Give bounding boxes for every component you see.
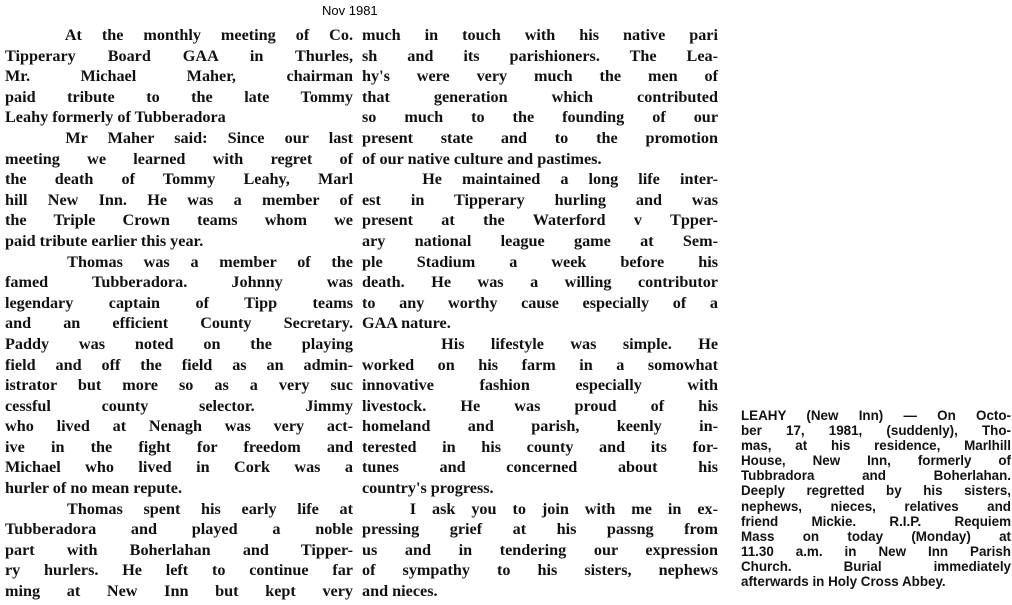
text-line: ry hurlers. He left to continue far xyxy=(5,561,353,580)
text-line: Tipperary Board GAA in Thurles, xyxy=(5,46,353,65)
text-line: Thomas was a member of the xyxy=(5,252,353,271)
notice-line: nephews, nieces, relatives and xyxy=(741,498,1011,514)
text-line: ming at New Inn but kept very xyxy=(5,582,353,601)
text-line: est in Tipperary hurling and was xyxy=(362,190,718,209)
text-line: Leahy formerly of Tubberadora xyxy=(5,108,226,127)
article-column-middle xyxy=(362,25,718,602)
notice-line: Tubbradora and Boherlahan. xyxy=(741,468,1011,484)
clipping-date: Nov 1981 xyxy=(322,3,378,18)
article-column-left xyxy=(5,25,353,602)
notice-line: 11.30 a.m. in New Inn Parish xyxy=(741,543,1011,559)
text-line: pressing grief at his passng from xyxy=(362,520,718,539)
text-line: part with Boherlahan and Tipper- xyxy=(5,540,353,559)
text-line: cessful county selector. Jimmy xyxy=(5,396,353,415)
death-notice xyxy=(741,408,1011,589)
notice-line: Deeply regretted by his sisters, xyxy=(741,483,1011,499)
text-line: and nieces. xyxy=(362,582,438,601)
text-line: Paddy was noted on the playing xyxy=(5,334,353,353)
text-line: so much to the founding of our xyxy=(362,108,718,127)
text-line: hill New Inn. He was a member of xyxy=(5,190,353,209)
text-line: ary national league game at Sem- xyxy=(362,231,718,250)
notice-line: afterwards in Holy Cross Abbey. xyxy=(741,574,946,590)
text-line: death. He was a willing contributor xyxy=(362,273,718,292)
text-line: of sympathy to his sisters, nephews xyxy=(362,561,718,580)
text-line: who lived at Nenagh was very act- xyxy=(5,417,353,436)
text-line: sh and its parishioners. The Lea- xyxy=(362,46,718,65)
notice-line: ber 17, 1981, (suddenly), Tho- xyxy=(741,423,1011,439)
text-line: of our native culture and pastimes. xyxy=(362,149,602,168)
text-line: homeland and parish, keenly in- xyxy=(362,417,718,436)
text-line: us and in tendering our expression xyxy=(362,540,718,559)
text-line: famed Tubberadora. Johnny was xyxy=(5,273,353,292)
text-line: meeting we learned with regret of xyxy=(5,149,353,168)
text-line: the Triple Crown teams whom we xyxy=(5,211,353,230)
notice-line: friend Mickie. R.I.P. Requiem xyxy=(741,513,1011,529)
text-line: ive in the fight for freedom and xyxy=(5,437,353,456)
text-line: livestock. He was proud of his xyxy=(362,396,718,415)
text-line: to any worthy cause especially of a xyxy=(362,293,718,312)
text-line: that generation which contributed xyxy=(362,87,718,106)
notice-line: Church. Burial immediately xyxy=(741,558,1011,574)
text-line: ple Stadium a week before his xyxy=(362,252,718,271)
text-line: GAA nature. xyxy=(362,314,451,333)
text-line: much in touch with his native pari xyxy=(362,26,718,44)
text-line: hurler of no mean repute. xyxy=(5,479,183,498)
text-line: His lifestyle was simple. He xyxy=(362,334,718,353)
text-line: Mr Maher said: Since our last xyxy=(5,128,353,147)
text-line: tunes and concerned about his xyxy=(362,458,718,477)
text-line: Tubberadora and played a noble xyxy=(5,520,353,539)
notice-line: Mass on today (Monday) at xyxy=(741,528,1011,544)
text-line: Mr. Michael Maher, chairman xyxy=(5,67,353,86)
text-line: the death of Tommy Leahy, Marl xyxy=(5,170,353,189)
notice-line-text: (New Inn) — On Octo- xyxy=(786,408,1011,423)
text-line: paid tribute to the late Tommy xyxy=(5,87,353,106)
text-line: He maintained a long life inter- xyxy=(362,170,718,189)
text-line: terested in his county and its for- xyxy=(362,437,718,456)
text-line: and an efficient County Secretary. xyxy=(5,314,353,333)
text-line: Michael who lived in Cork was a xyxy=(5,458,353,477)
text-line: field and off the field as an admin- xyxy=(5,355,353,374)
notice-surname: LEAHY xyxy=(741,408,787,423)
text-line: Thomas spent his early life at xyxy=(5,499,353,518)
text-line: istrator but more so as a very suc xyxy=(5,376,353,395)
text-line: worked on his farm in a somowhat xyxy=(362,355,718,374)
text-line: I ask you to join with me in ex- xyxy=(362,499,718,518)
notice-line xyxy=(741,408,1011,423)
text-line: legendary captain of Tipp teams xyxy=(5,293,353,312)
text-line: At the monthly meeting of Co. xyxy=(5,26,353,44)
notice-line: House, New Inn, formerly of xyxy=(741,453,1011,469)
text-line: innovative fashion especially with xyxy=(362,376,718,395)
text-line: hy's were very much the men of xyxy=(362,67,718,86)
text-line: present at the Waterford v Tpper- xyxy=(362,211,718,230)
text-line: paid tribute earlier this year. xyxy=(5,231,204,250)
notice-line: mas, at his residence, Marlhill xyxy=(741,438,1011,454)
text-line: country's progress. xyxy=(362,479,494,498)
text-line: present state and to the promotion xyxy=(362,128,718,147)
